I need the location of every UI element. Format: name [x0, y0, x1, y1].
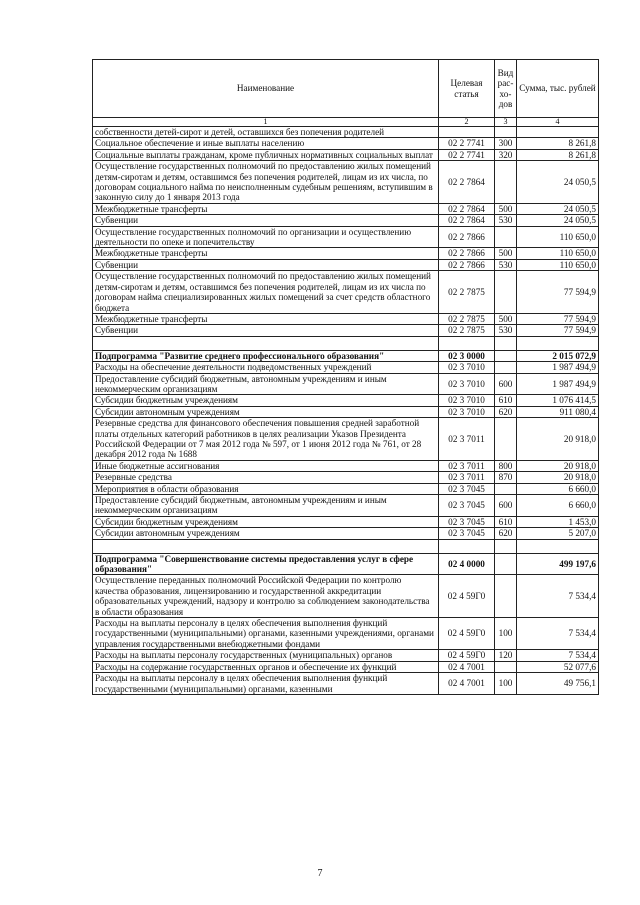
cell-code: 02 4 7001: [439, 661, 495, 672]
table-row: [93, 406, 599, 417]
cell-code: 02 3 7011: [439, 460, 495, 471]
subprogram-row: [93, 350, 599, 361]
cell-name: Расходы на выплаты персоналу в целях обеспечения выполнения функций государственными (муниципальными) органами, казенными учреждениями, органами управления государственными внебюджетными фондами: [93, 618, 439, 650]
cell-sum: 1 076 414,5: [517, 395, 599, 406]
cell-sum: 52 077,6: [517, 661, 599, 672]
cell-kind: 530: [495, 325, 517, 336]
table-header-row: [93, 60, 599, 118]
table-row: [93, 248, 599, 259]
cell-code: 02 2 7864: [439, 203, 495, 214]
cell-name: Мероприятия в области образования: [93, 483, 439, 494]
cell-name: Осуществление переданных полномочий Российской Федерации по контролю качества образования, лицензированию и государственной аккредитации образовательных учреждений, надзору и контролю за соблюдением законодательства в области образования: [93, 575, 439, 618]
cell-sum: 7 534,4: [517, 650, 599, 661]
cell-kind: 100: [495, 618, 517, 650]
table-row: [93, 661, 599, 672]
cell-kind: 100: [495, 673, 517, 695]
table-row: [93, 395, 599, 406]
cell-sum: 110 650,0: [517, 226, 599, 248]
cell-name: [93, 539, 439, 553]
cell-kind: [495, 362, 517, 373]
cell-sum: 1 987 494,9: [517, 373, 599, 395]
cell-kind: 870: [495, 472, 517, 483]
cell-kind: 500: [495, 203, 517, 214]
cell-sum: 24 050,5: [517, 161, 599, 204]
cell-sum: 7 534,4: [517, 575, 599, 618]
budget-table: [92, 59, 599, 695]
cell-kind: [495, 553, 517, 575]
header-sum: Сумма, тыс. рублей: [517, 60, 599, 118]
cell-name: собственности детей-сирот и детей, оставшихся без попечения родителей: [93, 127, 439, 138]
cell-kind: [495, 336, 517, 350]
cell-sum: 110 650,0: [517, 248, 599, 259]
cell-code: 02 4 59Г0: [439, 650, 495, 661]
table-row: [93, 472, 599, 483]
table-row: [93, 528, 599, 539]
cell-name: Субвенции: [93, 325, 439, 336]
cell-sum: 77 594,9: [517, 271, 599, 314]
cell-kind: [495, 539, 517, 553]
cell-name: Предоставление субсидий бюджетным, автономным учреждениям и иным некоммерческим организациям: [93, 373, 439, 395]
cell-name: Осуществление государственных полномочий по предоставлению жилых помещений детям-сиротам и детям, оставшимся без попечения родителей, лицам из их числа по договорам найма специализированных жилых помещений за счет средств областного бюджета: [93, 271, 439, 314]
table-row: [93, 127, 599, 138]
cell-kind: [495, 271, 517, 314]
cell-code: 02 3 7045: [439, 483, 495, 494]
cell-kind: 610: [495, 516, 517, 527]
cell-kind: 530: [495, 259, 517, 270]
cell-sum: 5 207,0: [517, 528, 599, 539]
cell-name: Подпрограмма "Развитие среднего профессионального образования": [93, 350, 439, 361]
cell-kind: [495, 161, 517, 204]
cell-sum: 499 197,6: [517, 553, 599, 575]
cell-code: 02 2 7866: [439, 226, 495, 248]
column-number-3: 3: [495, 118, 517, 127]
cell-name: Осуществление государственных полномочий по предоставлению жилых помещений детям-сиротам и детям, оставшимся без попечения родителей, лицам из их числа, по договорам социального найма по неисполненным судебным решениям, вступившим в законную силу до 1 января 2013 года: [93, 161, 439, 204]
cell-sum: 1 987 494,9: [517, 362, 599, 373]
table-row: [93, 362, 599, 373]
cell-name: Подпрограмма "Совершенствование системы предоставления услуг в сфере образования": [93, 553, 439, 575]
cell-kind: [495, 483, 517, 494]
cell-sum: 49 756,1: [517, 673, 599, 695]
cell-name: Резервные средства: [93, 472, 439, 483]
cell-sum: 77 594,9: [517, 313, 599, 324]
table-row: [93, 161, 599, 204]
cell-code: 02 3 7010: [439, 362, 495, 373]
cell-sum: 6 660,0: [517, 495, 599, 517]
table-body: [93, 127, 599, 695]
cell-code: 02 2 7875: [439, 325, 495, 336]
cell-sum: 77 594,9: [517, 325, 599, 336]
cell-sum: 911 080,4: [517, 406, 599, 417]
cell-code: 02 4 59Г0: [439, 575, 495, 618]
cell-name: Расходы на выплаты персоналу государственных (муниципальных) органов: [93, 650, 439, 661]
cell-name: Расходы на обеспечение деятельности подведомственных учреждений: [93, 362, 439, 373]
cell-name: Иные бюджетные ассигнования: [93, 460, 439, 471]
cell-sum: 20 918,0: [517, 460, 599, 471]
cell-name: Субвенции: [93, 215, 439, 226]
cell-kind: 620: [495, 406, 517, 417]
cell-name: Социальное обеспечение и иные выплаты населению: [93, 138, 439, 149]
cell-sum: 7 534,4: [517, 618, 599, 650]
column-number-4: 4: [517, 118, 599, 127]
cell-sum: 110 650,0: [517, 259, 599, 270]
column-number-1: 1: [93, 118, 439, 127]
cell-code: 02 3 7045: [439, 516, 495, 527]
cell-sum: [517, 336, 599, 350]
table-row: [93, 271, 599, 314]
table-row: [93, 516, 599, 527]
cell-sum: 2 015 072,9: [517, 350, 599, 361]
table-row: [93, 203, 599, 214]
cell-sum: 24 050,5: [517, 203, 599, 214]
table-row: [93, 418, 599, 461]
table-row: [93, 138, 599, 149]
cell-code: 02 3 7045: [439, 528, 495, 539]
cell-code: 02 2 7866: [439, 248, 495, 259]
cell-code: 02 2 7864: [439, 215, 495, 226]
cell-code: [439, 539, 495, 553]
cell-sum: 6 660,0: [517, 483, 599, 494]
cell-sum: [517, 539, 599, 553]
cell-kind: [495, 575, 517, 618]
cell-name: Предоставление субсидий бюджетным, автономным учреждениям и иным некоммерческим организациям: [93, 495, 439, 517]
cell-code: 02 3 7011: [439, 472, 495, 483]
cell-code: 02 4 0000: [439, 553, 495, 575]
cell-kind: [495, 127, 517, 138]
cell-name: Расходы на содержание государственных органов и обеспечение их функций: [93, 661, 439, 672]
table-row: [93, 618, 599, 650]
cell-sum: 1 453,0: [517, 516, 599, 527]
cell-name: Межбюджетные трансферты: [93, 313, 439, 324]
cell-name: Осуществление государственных полномочий по организации и осуществлению деятельности по опеке и попечительству: [93, 226, 439, 248]
cell-code: 02 4 7001: [439, 673, 495, 695]
cell-name: Субсидии автономным учреждениям: [93, 406, 439, 417]
header-kind: Вид рас-хо-дов: [495, 60, 517, 118]
cell-code: 02 3 7010: [439, 373, 495, 395]
subprogram-row: [93, 553, 599, 575]
cell-name: Субсидии бюджетным учреждениям: [93, 516, 439, 527]
cell-kind: [495, 661, 517, 672]
cell-sum: 20 918,0: [517, 472, 599, 483]
cell-name: Резервные средства для финансового обеспечения повышения средней заработной платы отдельных категорий работников в целях реализации Указов Президента Российской Федерации от 7 мая 2012 года № 597, от 1 июня 2012 года № 761, от 28 декабря 2012 года № 1688: [93, 418, 439, 461]
table-row: [93, 215, 599, 226]
cell-code: [439, 336, 495, 350]
cell-kind: 300: [495, 138, 517, 149]
cell-sum: 20 918,0: [517, 418, 599, 461]
cell-kind: 610: [495, 395, 517, 406]
table-row: [93, 226, 599, 248]
cell-sum: 8 261,8: [517, 149, 599, 160]
cell-name: Субвенции: [93, 259, 439, 270]
cell-code: 02 4 59Г0: [439, 618, 495, 650]
cell-name: Субсидии автономным учреждениям: [93, 528, 439, 539]
cell-sum: 8 261,8: [517, 138, 599, 149]
cell-sum: [517, 127, 599, 138]
cell-kind: 500: [495, 313, 517, 324]
cell-name: Социальные выплаты гражданам, кроме публичных нормативных социальных выплат: [93, 149, 439, 160]
column-number-row: [93, 118, 599, 127]
cell-code: 02 2 7864: [439, 161, 495, 204]
cell-code: [439, 127, 495, 138]
cell-name: [93, 336, 439, 350]
spacer-row: [93, 336, 599, 350]
cell-name: Расходы на выплаты персоналу в целях обеспечения выполнения функций государственными (муниципальными) органами, казенными: [93, 673, 439, 695]
table-row: [93, 325, 599, 336]
cell-code: 02 3 7010: [439, 395, 495, 406]
table-row: [93, 373, 599, 395]
cell-kind: 600: [495, 373, 517, 395]
table-row: [93, 673, 599, 695]
header-code: Целевая статья: [439, 60, 495, 118]
header-name: Наименование: [93, 60, 439, 118]
table-row: [93, 575, 599, 618]
cell-name: Субсидии бюджетным учреждениям: [93, 395, 439, 406]
cell-code: 02 2 7875: [439, 271, 495, 314]
cell-code: 02 2 7866: [439, 259, 495, 270]
cell-kind: 320: [495, 149, 517, 160]
cell-kind: 500: [495, 248, 517, 259]
table-row: [93, 259, 599, 270]
cell-code: 02 3 7010: [439, 406, 495, 417]
table-row: [93, 313, 599, 324]
cell-kind: 800: [495, 460, 517, 471]
table-row: [93, 495, 599, 517]
column-number-2: 2: [439, 118, 495, 127]
page-number: 7: [317, 868, 323, 879]
cell-code: 02 2 7741: [439, 149, 495, 160]
table-row: [93, 149, 599, 160]
table-row: [93, 460, 599, 471]
cell-code: 02 2 7875: [439, 313, 495, 324]
cell-kind: [495, 226, 517, 248]
cell-kind: 120: [495, 650, 517, 661]
cell-code: 02 3 7045: [439, 495, 495, 517]
cell-kind: [495, 350, 517, 361]
table-row: [93, 650, 599, 661]
cell-kind: 620: [495, 528, 517, 539]
cell-sum: 24 050,5: [517, 215, 599, 226]
cell-name: Межбюджетные трансферты: [93, 203, 439, 214]
cell-kind: 530: [495, 215, 517, 226]
cell-code: 02 3 0000: [439, 350, 495, 361]
cell-kind: [495, 418, 517, 461]
cell-code: 02 2 7741: [439, 138, 495, 149]
table-row: [93, 483, 599, 494]
cell-name: Межбюджетные трансферты: [93, 248, 439, 259]
spacer-row: [93, 539, 599, 553]
cell-code: 02 3 7011: [439, 418, 495, 461]
cell-kind: 600: [495, 495, 517, 517]
